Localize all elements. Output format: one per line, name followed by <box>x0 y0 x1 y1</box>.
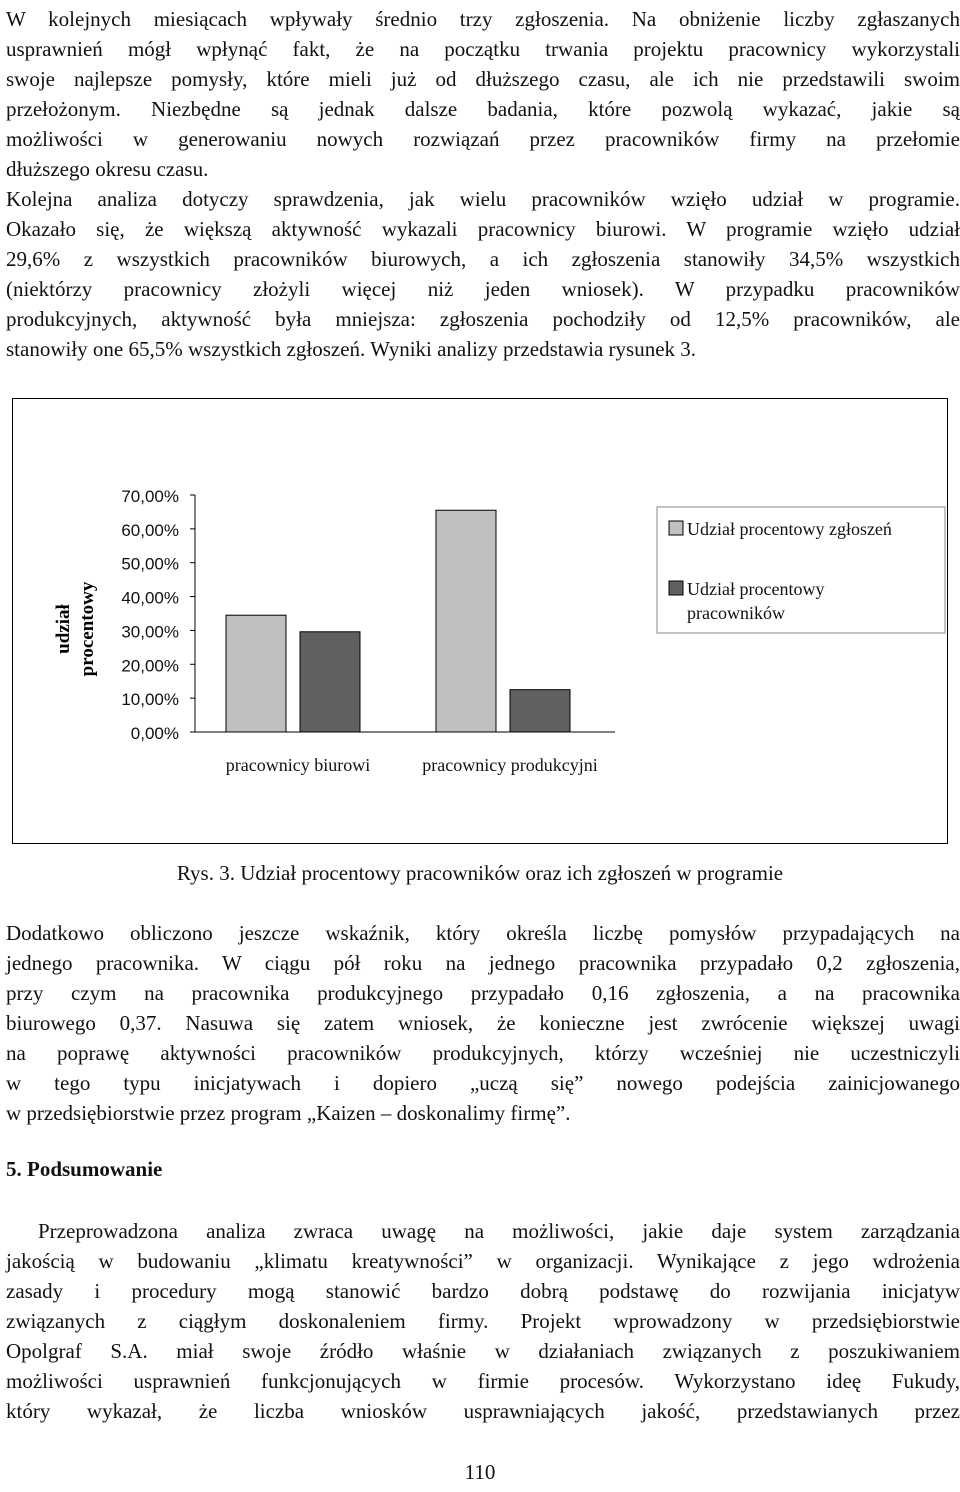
text-line: zasady i procedury mogą stanowić bardzo dobrą podstawę do rozwijania inicjatyw <box>6 1279 960 1303</box>
section-heading: 5. Podsumowanie <box>6 1157 163 1181</box>
text-line: produkcyjnych, aktywność była mniejsza: zgłoszenia pochodziły od 12,5% pracowników, ale <box>6 307 960 331</box>
bars <box>226 510 570 732</box>
text-line: Dodatkowo obliczono jeszcze wskaźnik, który określa liczbę pomysłów przypadających na <box>6 921 960 945</box>
text-line: usprawnień mógł wpłynąć fakt, że na początku trwania projektu pracownicy wykorzystali <box>6 37 960 61</box>
y-axis-title-text: udział procentowy <box>53 581 98 677</box>
paragraph-4 <box>6 1216 960 1426</box>
text-line: związanych z ciągłym doskonaleniem firmy. Projekt wprowadzony w przedsiębiorstwie <box>6 1309 960 1333</box>
bar-employees <box>300 632 360 732</box>
legend-label: Udział procentowy pracowników <box>687 579 825 623</box>
legend-swatch <box>669 521 683 535</box>
y-axis-ticks <box>121 487 195 743</box>
y-tick-label: 40,00% <box>121 588 179 608</box>
text-line: (niektórzy pracownicy złożyli więcej niż jeden wniosek). W przypadku pracowników <box>6 277 960 301</box>
text-line: Przeprowadzona analiza zwraca uwagę na możliwości, jakie daje system zarządzania <box>38 1219 960 1243</box>
y-tick-label: 60,00% <box>121 520 179 540</box>
legend-label: Udział procentowy zgłoszeń <box>687 519 892 539</box>
y-tick-label: 50,00% <box>121 554 179 574</box>
y-axis-title <box>53 581 98 676</box>
bar-chart <box>13 399 947 843</box>
text-line: na poprawę aktywności pracowników produkcyjnych, którzy wcześniej nie uczestniczyli <box>6 1041 960 1065</box>
page-number: 110 <box>464 1460 496 1484</box>
text-line: jakością w budowaniu „klimatu kreatywności” w organizacji. Wynikające z jego wdrożenia <box>6 1249 960 1273</box>
text-line: który wykazał, że liczba wniosków usprawniających jakość, przedstawianych przez <box>6 1399 960 1423</box>
legend <box>657 507 945 633</box>
paragraph-2 <box>6 184 960 364</box>
y-tick-label: 70,00% <box>121 487 179 506</box>
y-tick-label: 20,00% <box>121 656 179 676</box>
text-line: w przedsiębiorstwie przez program „Kaizen – doskonalimy firmę”. <box>6 1101 571 1125</box>
text-line: dłuższego okresu czasu. <box>6 157 209 181</box>
text-line: Opolgraf S.A. miał swoje źródło właśnie w działaniach związanych z poszukiwaniem <box>6 1339 960 1363</box>
text-line: możliwości usprawnień funkcjonujących w firmie procesów. Wykorzystano ideę Fukudy, <box>6 1369 960 1393</box>
bar-employees <box>510 690 570 732</box>
text-line: przełożonym. Niezbędne są jednak dalsze badania, które pozwolą wykazać, jakie są <box>6 97 960 121</box>
text-line: biurowego 0,37. Nasuwa się zatem wniosek, że konieczne jest zwrócenie większej uwagi <box>6 1011 960 1035</box>
chart-frame <box>12 398 948 844</box>
text-line: możliwości w generowaniu nowych rozwiązań przez pracowników firmy na przełomie <box>6 127 960 151</box>
paragraph-3 <box>6 918 960 1128</box>
text-line: 29,6% z wszystkich pracowników biurowych, a ich zgłoszenia stanowiły 34,5% wszystkich <box>6 247 960 271</box>
text-line: swoje najlepsze pomysły, które mieli już od dłuższego czasu, ale ich nie przedstawili swoim <box>6 67 960 91</box>
x-tick-label: pracownicy biurowi <box>225 755 371 775</box>
text-line: Okazało się, że większą aktywność wykazali pracownicy biurowi. W programie wzięło udział <box>6 217 960 241</box>
y-tick-label: 10,00% <box>121 690 179 710</box>
figure-caption: Rys. 3. Udział procentowy pracowników oraz ich zgłoszeń w programie <box>176 861 784 885</box>
text-line: stanowiły one 65,5% wszystkich zgłoszeń. Wyniki analizy przedstawia rysunek 3. <box>6 337 697 361</box>
legend-swatch <box>669 581 683 595</box>
text-line: jednego pracownika. W ciągu pół roku na jednego pracownika przypadało 0,2 zgłoszenia, <box>6 951 960 975</box>
text-line: przy czym na pracownika produkcyjnego przypadało 0,16 zgłoszenia, a na pracownika <box>6 981 960 1005</box>
paragraph-1 <box>6 4 960 184</box>
y-tick-label: 0,00% <box>130 724 179 743</box>
x-tick-label: pracownicy produkcyjni <box>422 755 598 775</box>
x-axis-ticks <box>226 755 598 775</box>
text-line: Kolejna analiza dotyczy sprawdzenia, jak wielu pracowników wzięło udział w programie. <box>6 187 960 211</box>
text-line: w tego typu inicjatywach i dopiero „uczą się” nowego podejścia zainicjowanego <box>6 1071 960 1095</box>
text-line: W kolejnych miesiącach wpływały średnio trzy zgłoszenia. Na obniżenie liczby zgłaszanych <box>6 7 960 31</box>
bar-submissions <box>436 510 496 732</box>
y-tick-label: 30,00% <box>121 622 179 642</box>
bar-submissions <box>226 615 286 732</box>
